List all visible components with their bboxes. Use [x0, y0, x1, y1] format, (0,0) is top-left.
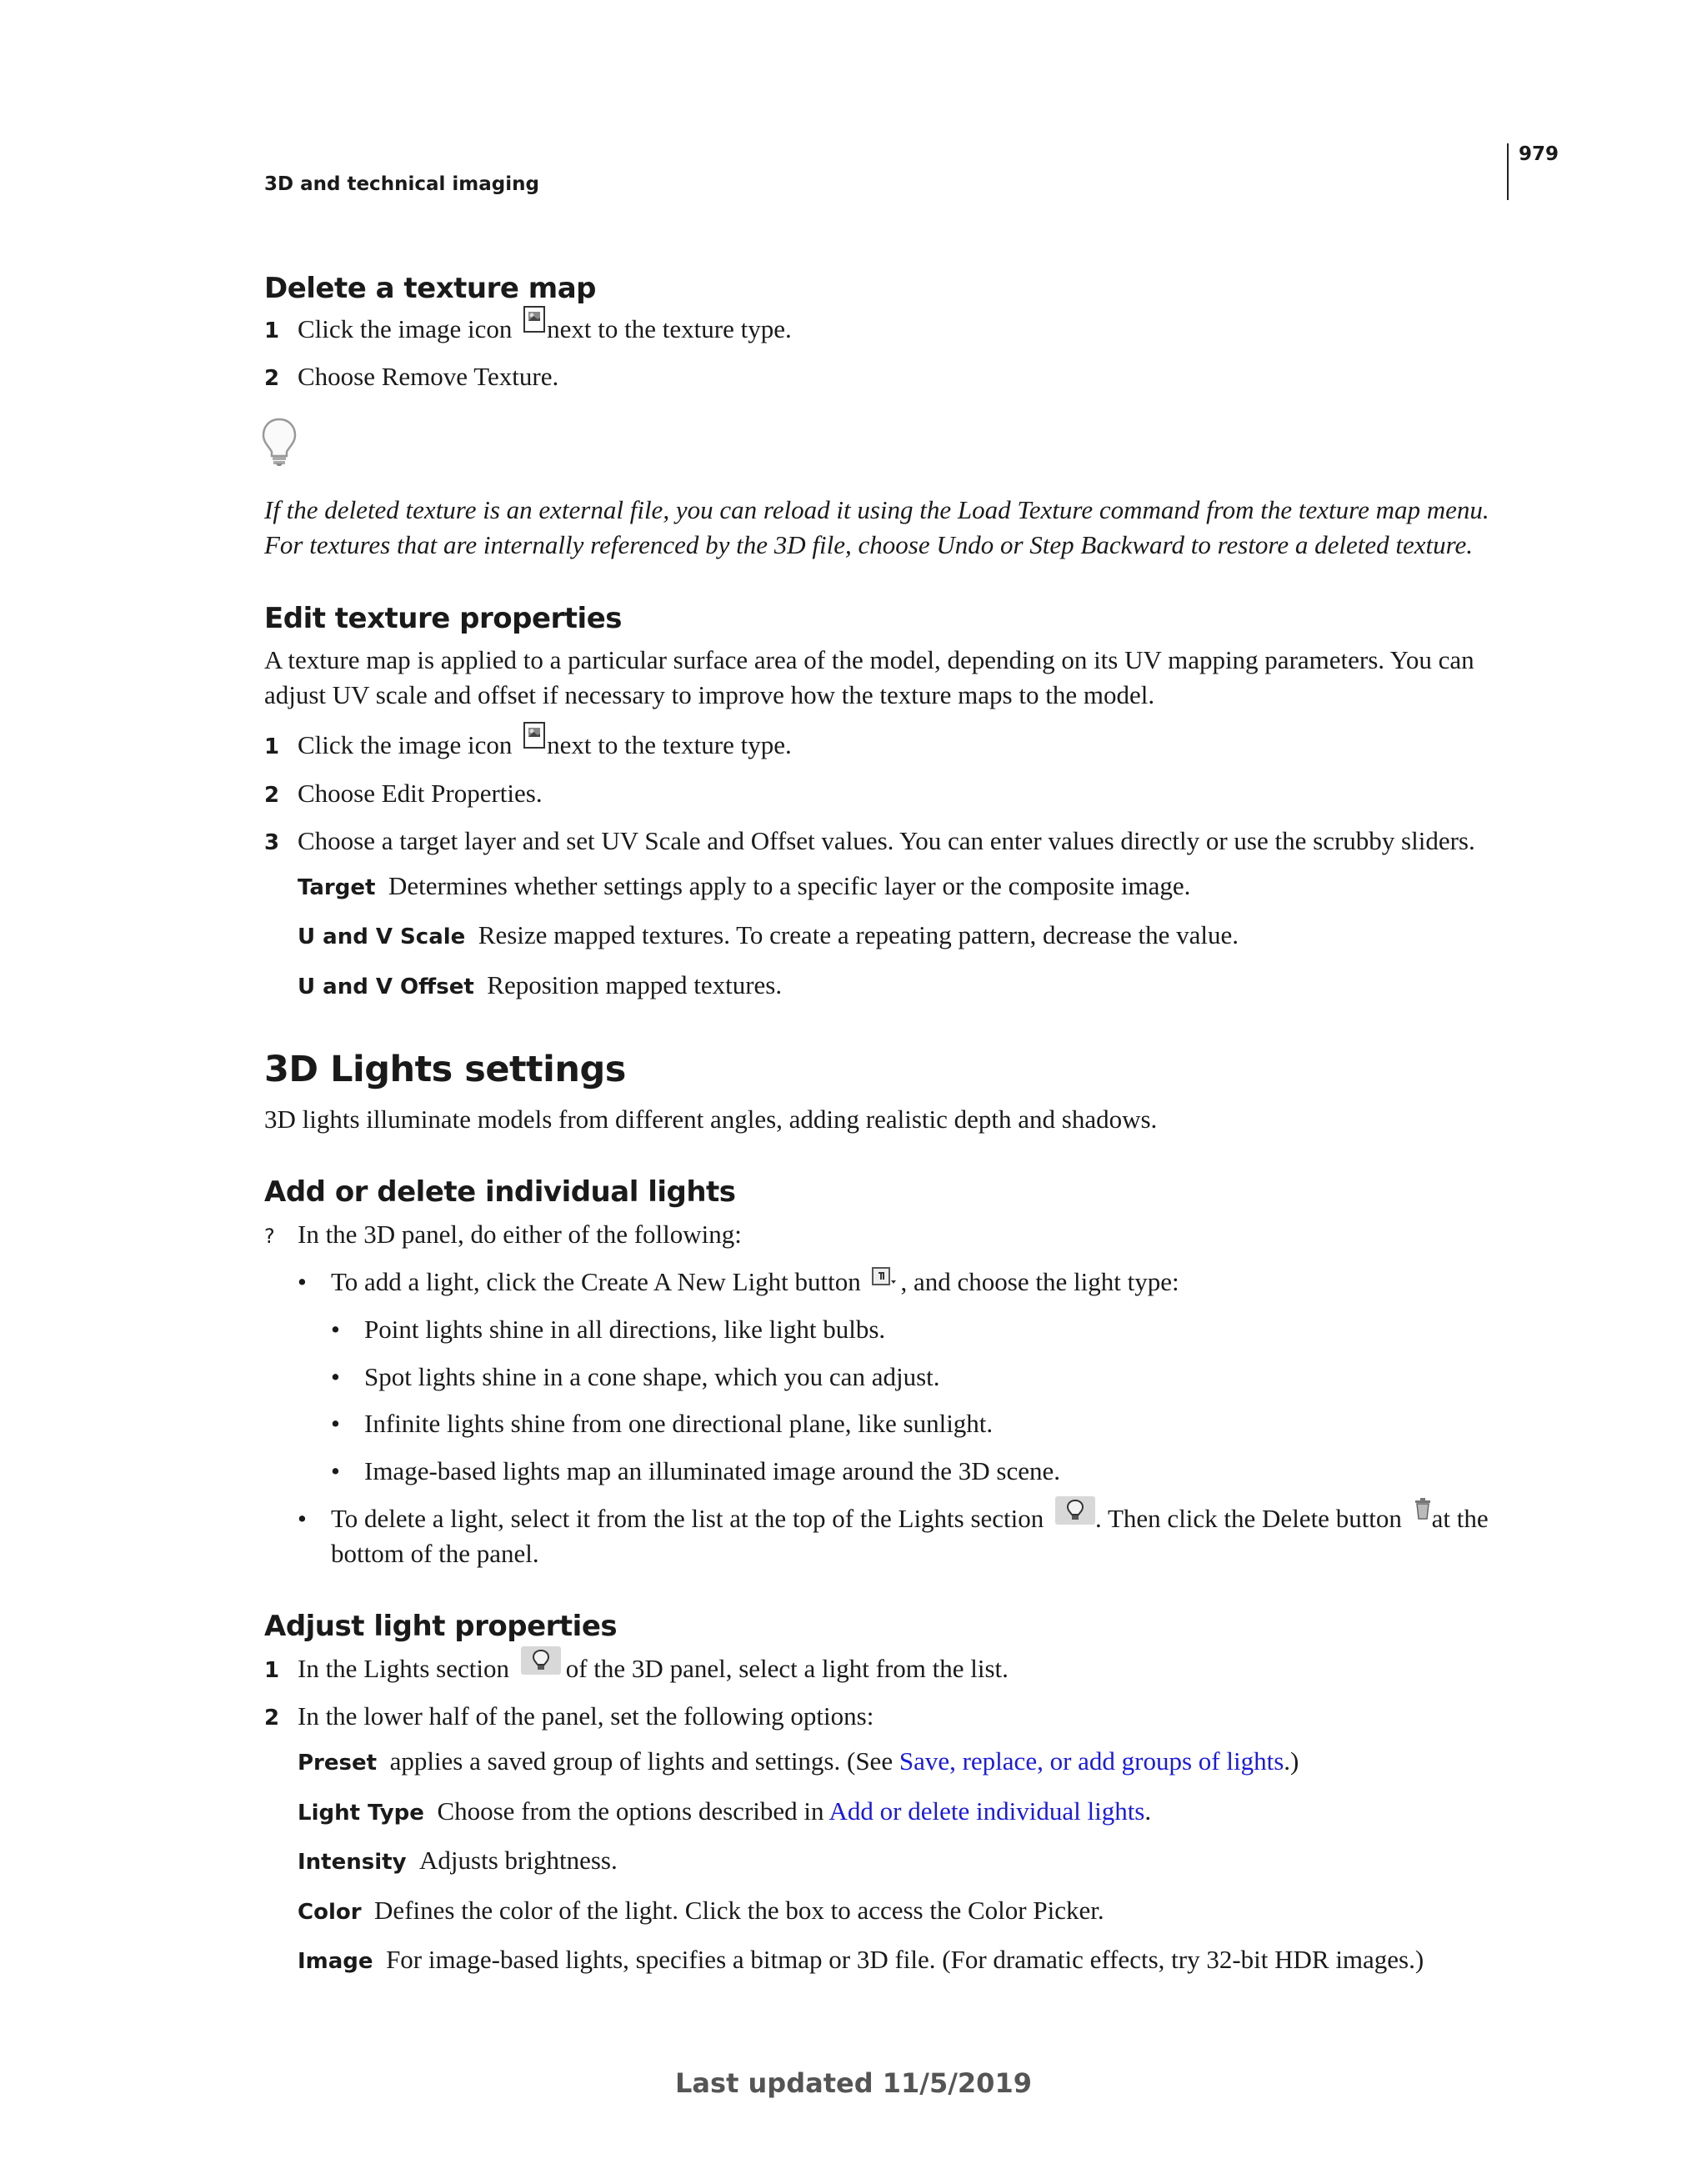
term-label: Color: [298, 1900, 362, 1925]
edit-step-1: [264, 728, 792, 764]
lights-section-icon: [521, 1646, 561, 1684]
header-rule: [1507, 143, 1509, 200]
bullet-text-after-icon: , and choose the light type:: [900, 1267, 1179, 1296]
lightbulb-tip-icon: [261, 417, 298, 471]
image-icon: [523, 722, 547, 759]
delete-step-1: [264, 312, 792, 348]
step-text: Click the image icon: [298, 314, 513, 343]
term-description: Reposition mapped textures.: [487, 970, 783, 999]
light-type-infinite: [331, 1406, 993, 1441]
bullet: •: [331, 1456, 340, 1485]
running-header: 3D and technical imaging: [264, 173, 539, 195]
bullet: •: [298, 1267, 307, 1296]
term-description-end: .: [1144, 1796, 1152, 1826]
link-save-replace-add-groups[interactable]: Save, replace, or add groups of lights: [899, 1746, 1284, 1776]
bullet-delete-light: [298, 1501, 1489, 1536]
lights-intro: 3D lights illuminate models from different angles, adding realistic depth and shadows.: [264, 1105, 1158, 1134]
edit-step-3: [264, 824, 1475, 860]
edit-step-2: [264, 776, 543, 813]
term-label: Preset: [298, 1751, 378, 1776]
step-text-after-icon: of the 3D panel, select a light from the list.: [565, 1654, 1009, 1683]
term-target: [298, 869, 1190, 905]
term-label: Intensity: [298, 1850, 407, 1875]
step-text-after-icon: next to the texture type.: [547, 730, 792, 759]
bullet-text: Point lights shine in all directions, like light bulbs.: [364, 1315, 886, 1344]
tip-text-line-1: If the deleted texture is an external file, you can reload it using the Load Texture command from the texture map menu.: [264, 495, 1489, 524]
term-description: For image-based lights, specifies a bitmap or 3D file. (For dramatic effects, try 32-bit HDR images.): [386, 1945, 1424, 1974]
heading-add-or-delete-lights: Add or delete individual lights: [264, 1175, 736, 1209]
term-uv-scale: [298, 918, 1239, 954]
bullet-text: Infinite lights shine from one directional plane, like sunlight.: [364, 1409, 994, 1438]
step-number: 1: [264, 734, 280, 759]
step-text-after-icon: next to the texture type.: [547, 314, 792, 343]
bullet-text: To delete a light, select it from the list at the top of the Lights section: [331, 1504, 1044, 1533]
footer-last-updated: Last updated 11/5/2019: [675, 2067, 1032, 2099]
bullet-text: Image-based lights map an illuminated image around the 3D scene.: [364, 1456, 1061, 1485]
term-uv-offset: [298, 968, 782, 1004]
bullet-add-light: [298, 1265, 1179, 1300]
option-intensity: [298, 1843, 618, 1880]
term-description: Choose from the options described in: [437, 1796, 824, 1826]
step-text: In the lower half of the panel, set the following options:: [298, 1701, 874, 1731]
bullet-delete-light-line-2: bottom of the panel.: [331, 1539, 539, 1568]
step-text: Choose a target layer and set UV Scale and Offset values. You can enter values directly or use the scrubby sliders.: [298, 826, 1475, 855]
term-description: Resize mapped textures. To create a repeating pattern, decrease the value.: [478, 920, 1239, 949]
lead-text: In the 3D panel, do either of the following:: [298, 1220, 742, 1249]
bullet: •: [331, 1409, 340, 1438]
lights-section-icon: [1055, 1496, 1095, 1534]
tip-text-line-2: For textures that are internally referenced by the 3D file, choose Undo or Step Backward to restore a deleted texture.: [264, 530, 1474, 559]
link-add-or-delete-lights[interactable]: Add or delete individual lights: [828, 1796, 1145, 1826]
step-text: Choose Remove Texture.: [298, 362, 559, 391]
list-marker: ?: [264, 1225, 275, 1248]
light-type-point: [331, 1312, 885, 1347]
bullet: •: [331, 1362, 340, 1391]
heading-adjust-light-properties: Adjust light properties: [264, 1610, 618, 1643]
step-number: 1: [264, 318, 280, 343]
term-description-end: .): [1284, 1746, 1299, 1776]
bullet-text-mid: . Then click the Delete button: [1095, 1504, 1402, 1533]
page-number: 979: [1519, 143, 1559, 165]
term-description: Adjusts brightness.: [419, 1846, 618, 1875]
step-number: 2: [264, 366, 280, 391]
option-light-type: [298, 1794, 1151, 1831]
option-color: [298, 1893, 1104, 1930]
term-label: Light Type: [298, 1801, 424, 1826]
step-number: 1: [264, 1658, 280, 1683]
trash-icon: [1414, 1496, 1432, 1531]
bullet-text-after-icon: at the: [1431, 1504, 1489, 1533]
edit-intro-line-1: A texture map is applied to a particular surface area of the model, depending on its UV mapping parameters. You can: [264, 645, 1474, 674]
bullet-text: Spot lights shine in a cone shape, which you can adjust.: [364, 1362, 940, 1391]
step-text: Click the image icon: [298, 730, 513, 759]
heading-3d-lights-settings: 3D Lights settings: [264, 1049, 626, 1090]
option-preset: [298, 1744, 1299, 1781]
adjust-step-1: [264, 1651, 1009, 1688]
heading-edit-texture-properties: Edit texture properties: [264, 602, 623, 635]
adjust-step-2: [264, 1699, 874, 1736]
heading-delete-texture-map: Delete a texture map: [264, 272, 596, 305]
term-description: applies a saved group of lights and settings. (See: [389, 1746, 894, 1776]
image-icon: [523, 306, 547, 343]
create-new-light-icon: [871, 1263, 901, 1298]
bullet: •: [331, 1315, 340, 1344]
bullet: •: [298, 1504, 307, 1533]
term-description: Defines the color of the light. Click the box to access the Color Picker.: [374, 1896, 1104, 1925]
step-number: 2: [264, 783, 280, 808]
delete-step-2: [264, 359, 558, 396]
term-label: U and V Scale: [298, 924, 466, 949]
step-text: In the Lights section: [298, 1654, 509, 1683]
light-type-image-based: [331, 1454, 1060, 1489]
term-description: Determines whether settings apply to a specific layer or the composite image.: [388, 871, 1191, 900]
term-label: Target: [298, 875, 376, 900]
bullet-text: To add a light, click the Create A New Light button: [331, 1267, 861, 1296]
step-number: 2: [264, 1706, 280, 1731]
step-text: Choose Edit Properties.: [298, 779, 543, 808]
term-label: Image: [298, 1949, 373, 1974]
option-image: [298, 1942, 1424, 1979]
add-delete-lead: [264, 1217, 742, 1254]
step-number: 3: [264, 830, 280, 855]
light-type-spot: [331, 1360, 940, 1395]
edit-intro-line-2: adjust UV scale and offset if necessary to improve how the texture maps to the model.: [264, 680, 1155, 709]
term-label: U and V Offset: [298, 974, 474, 999]
